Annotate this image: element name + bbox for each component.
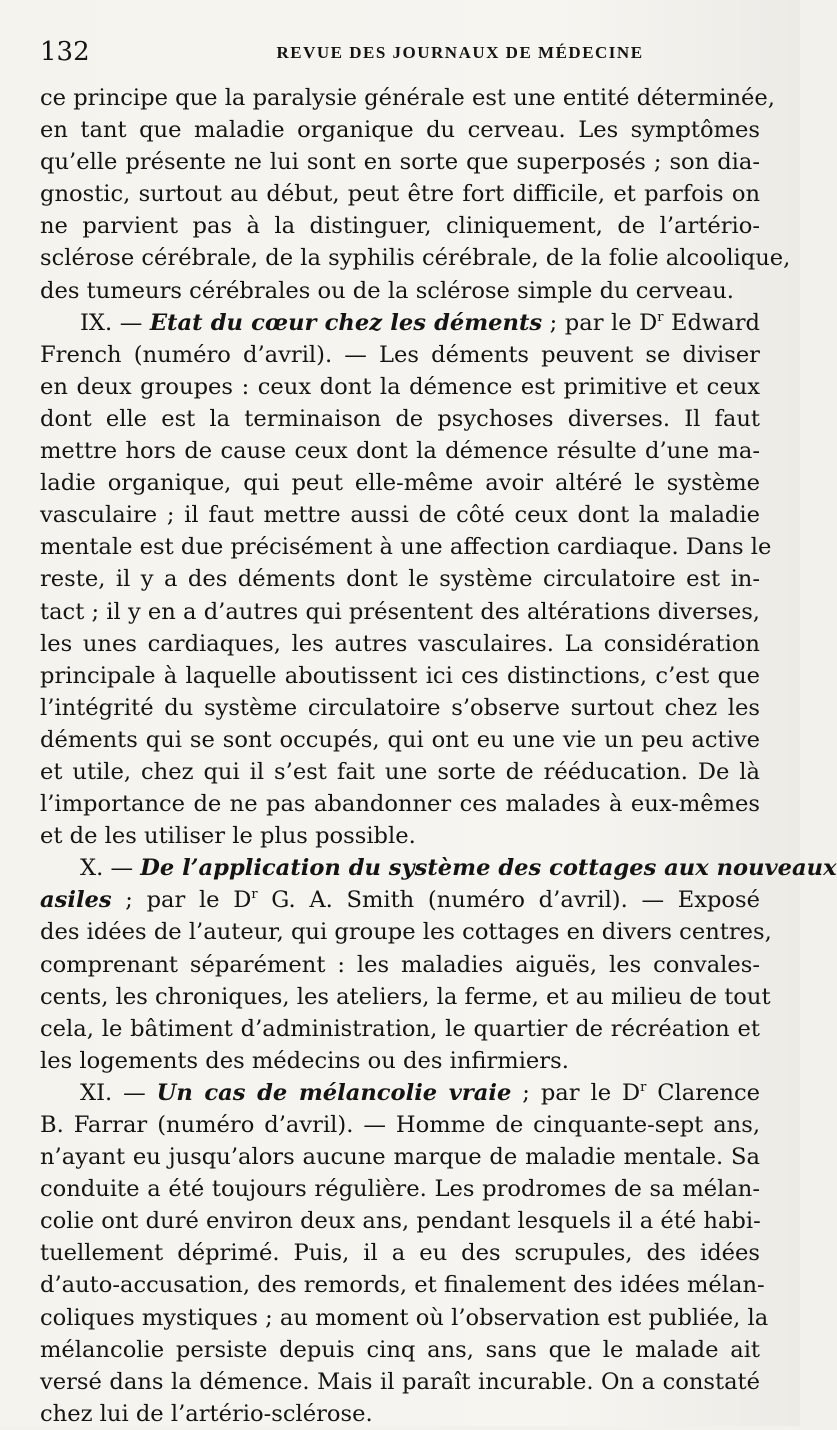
text-line — [40, 339, 760, 371]
text-line — [40, 1366, 760, 1398]
text-line — [40, 660, 760, 692]
text-line — [40, 275, 760, 307]
text-line — [40, 852, 837, 884]
superscript: r — [251, 887, 258, 903]
text-run: Edward — [663, 309, 761, 336]
text-line — [40, 981, 771, 1013]
text-line — [40, 1077, 760, 1109]
text-line — [40, 371, 760, 403]
article-heading: De l’application du système des cottages aux nouveaux — [140, 855, 837, 882]
text-run: sclérose cérébrale, de la syphilis cérébrale, de la folie alcoolique, — [40, 245, 791, 272]
text-run: les logements des médecins ou des infirmiers. — [40, 1047, 569, 1074]
text-line — [40, 1205, 760, 1237]
text-run: mélancolie persiste depuis cinq ans, sans que le malade ait — [40, 1336, 760, 1363]
body-text — [40, 82, 837, 1430]
text-line — [40, 1398, 760, 1430]
text-line — [40, 242, 791, 274]
text-run: tact ; il y en a d’autres qui présentent des altérations diverses, — [40, 598, 760, 625]
text-line — [40, 499, 760, 531]
text-line — [40, 884, 760, 916]
running-head — [40, 32, 760, 72]
text-run: et de les utiliser le plus possible. — [40, 823, 416, 850]
text-run: colie ont duré environ deux ans, pendant lesquels il a été habi- — [40, 1208, 761, 1235]
text-run: et utile, chez qui il s’est fait une sorte de rééducation. De là — [40, 758, 760, 785]
text-run: B. Farrar (numéro d’avril). — Homme de cinquante-sept ans, — [40, 1112, 760, 1138]
text-run: dont elle est la terminaison de psychoses diverses. Il faut — [40, 405, 760, 432]
text-run: French (numéro d’avril). — Les déments peuvent se diviser — [40, 341, 760, 368]
page-number: 132 — [40, 37, 90, 67]
text-line — [40, 307, 760, 339]
journal-title: REVUE DES JOURNAUX DE MÉDECINE — [276, 43, 644, 62]
text-run: ce principe que la paralysie générale est une entité déterminée, — [40, 85, 775, 111]
text-line — [40, 1237, 760, 1269]
text-run: ne parvient pas à la distinguer, cliniquement, de l’artério- — [40, 213, 760, 240]
text-run: ladie organique, qui peut elle-même avoir altéré le système — [40, 470, 760, 497]
text-run: chez lui de l’artério-sclérose. — [40, 1400, 373, 1427]
text-run: ; par le D — [511, 1079, 641, 1106]
text-run: l’importance de ne pas abandonner ces malades à eux-mêmes — [40, 791, 760, 818]
text-line — [40, 210, 760, 242]
text-run: qu’elle présente ne lui sont en sorte que superposés ; son dia- — [40, 149, 760, 176]
text-line — [40, 788, 760, 820]
text-line — [40, 114, 760, 146]
text-run: déments qui se sont occupés, qui ont eu une vie un peu active — [40, 726, 760, 753]
text-line — [40, 692, 760, 724]
text-run: des tumeurs cérébrales ou de la sclérose simple du cerveau. — [40, 277, 734, 304]
text-run: n’ayant eu jusqu’alors aucune marque de maladie mentale. Sa — [40, 1144, 760, 1171]
text-line — [40, 467, 760, 499]
text-line — [40, 1013, 760, 1045]
text-line — [40, 563, 760, 595]
text-run: comprenant séparément : les maladies aiguës, les convales- — [40, 951, 760, 978]
text-line — [40, 1109, 760, 1141]
text-run: versé dans la démence. Mais il paraît incurable. On a constaté — [40, 1368, 760, 1395]
text-run: mentale est due précisément à une affection cardiaque. Dans le — [40, 534, 772, 561]
article-heading: Etat du cœur chez les déments — [149, 309, 543, 336]
text-run: Clarence — [646, 1079, 760, 1106]
superscript: r — [657, 309, 664, 325]
text-line — [40, 724, 760, 756]
text-run: reste, il y a des déments dont le système circulatoire est in- — [40, 566, 760, 593]
text-run: d’auto-accusation, des remords, et finalement des idées mélan- — [40, 1272, 765, 1299]
text-run: X. — — [80, 855, 141, 882]
text-line — [40, 949, 760, 981]
text-run: en tant que maladie organique du cerveau. Les symptômes — [40, 117, 760, 144]
text-line — [40, 1302, 769, 1334]
text-line — [40, 916, 772, 948]
text-run: ; par le D — [111, 887, 252, 914]
text-line — [40, 435, 760, 467]
text-line — [40, 178, 760, 210]
text-run: IX. — — [80, 309, 150, 336]
text-run: mettre hors de cause ceux dont la démence résulte d’une ma- — [40, 438, 760, 465]
text-run: ; par le D — [542, 309, 658, 336]
text-line — [40, 756, 760, 788]
text-run: l’intégrité du système circulatoire s’observe surtout chez les — [40, 694, 760, 721]
text-line — [40, 1045, 760, 1077]
text-run: tuellement déprimé. Puis, il a eu des scrupules, des idées — [40, 1240, 760, 1267]
article-heading: asiles — [40, 887, 112, 914]
text-line — [40, 403, 760, 435]
text-run: conduite a été toujours régulière. Les prodromes de sa mélan- — [40, 1176, 760, 1203]
text-line — [40, 1141, 760, 1173]
text-run: coliques mystiques ; au moment où l’observation est publiée, la — [40, 1304, 769, 1331]
text-run: gnostic, surtout au début, peut être fort difficile, et parfois on — [40, 181, 760, 208]
text-run: vasculaire ; il faut mettre aussi de côté ceux dont la maladie — [40, 502, 760, 529]
text-line — [40, 1173, 760, 1205]
text-run: cela, le bâtiment d’administration, le quartier de récréation et — [40, 1015, 760, 1042]
text-run: principale à laquelle aboutissent ici ces distinctions, c’est que — [40, 662, 760, 689]
text-line — [40, 628, 760, 660]
text-line — [40, 531, 772, 563]
text-run: des idées de l’auteur, qui groupe les cottages en divers centres, — [40, 919, 772, 946]
text-run: les unes cardiaques, les autres vasculaires. La considération — [40, 630, 760, 657]
text-run: G. A. Smith (numéro d’avril). — Exposé — [257, 887, 760, 914]
text-line — [40, 596, 760, 628]
text-line — [40, 82, 775, 114]
text-line — [40, 1269, 765, 1301]
text-run: en deux groupes : ceux dont la démence est primitive et ceux — [40, 373, 760, 400]
article-heading: Un cas de mélancolie vraie — [156, 1079, 512, 1106]
text-run: XI. — — [80, 1079, 157, 1106]
text-line — [40, 146, 760, 178]
text-line — [40, 820, 760, 852]
text-run: cents, les chroniques, les ateliers, la ferme, et au milieu de tout — [40, 983, 771, 1010]
superscript: r — [640, 1079, 647, 1095]
text-line — [40, 1334, 760, 1366]
